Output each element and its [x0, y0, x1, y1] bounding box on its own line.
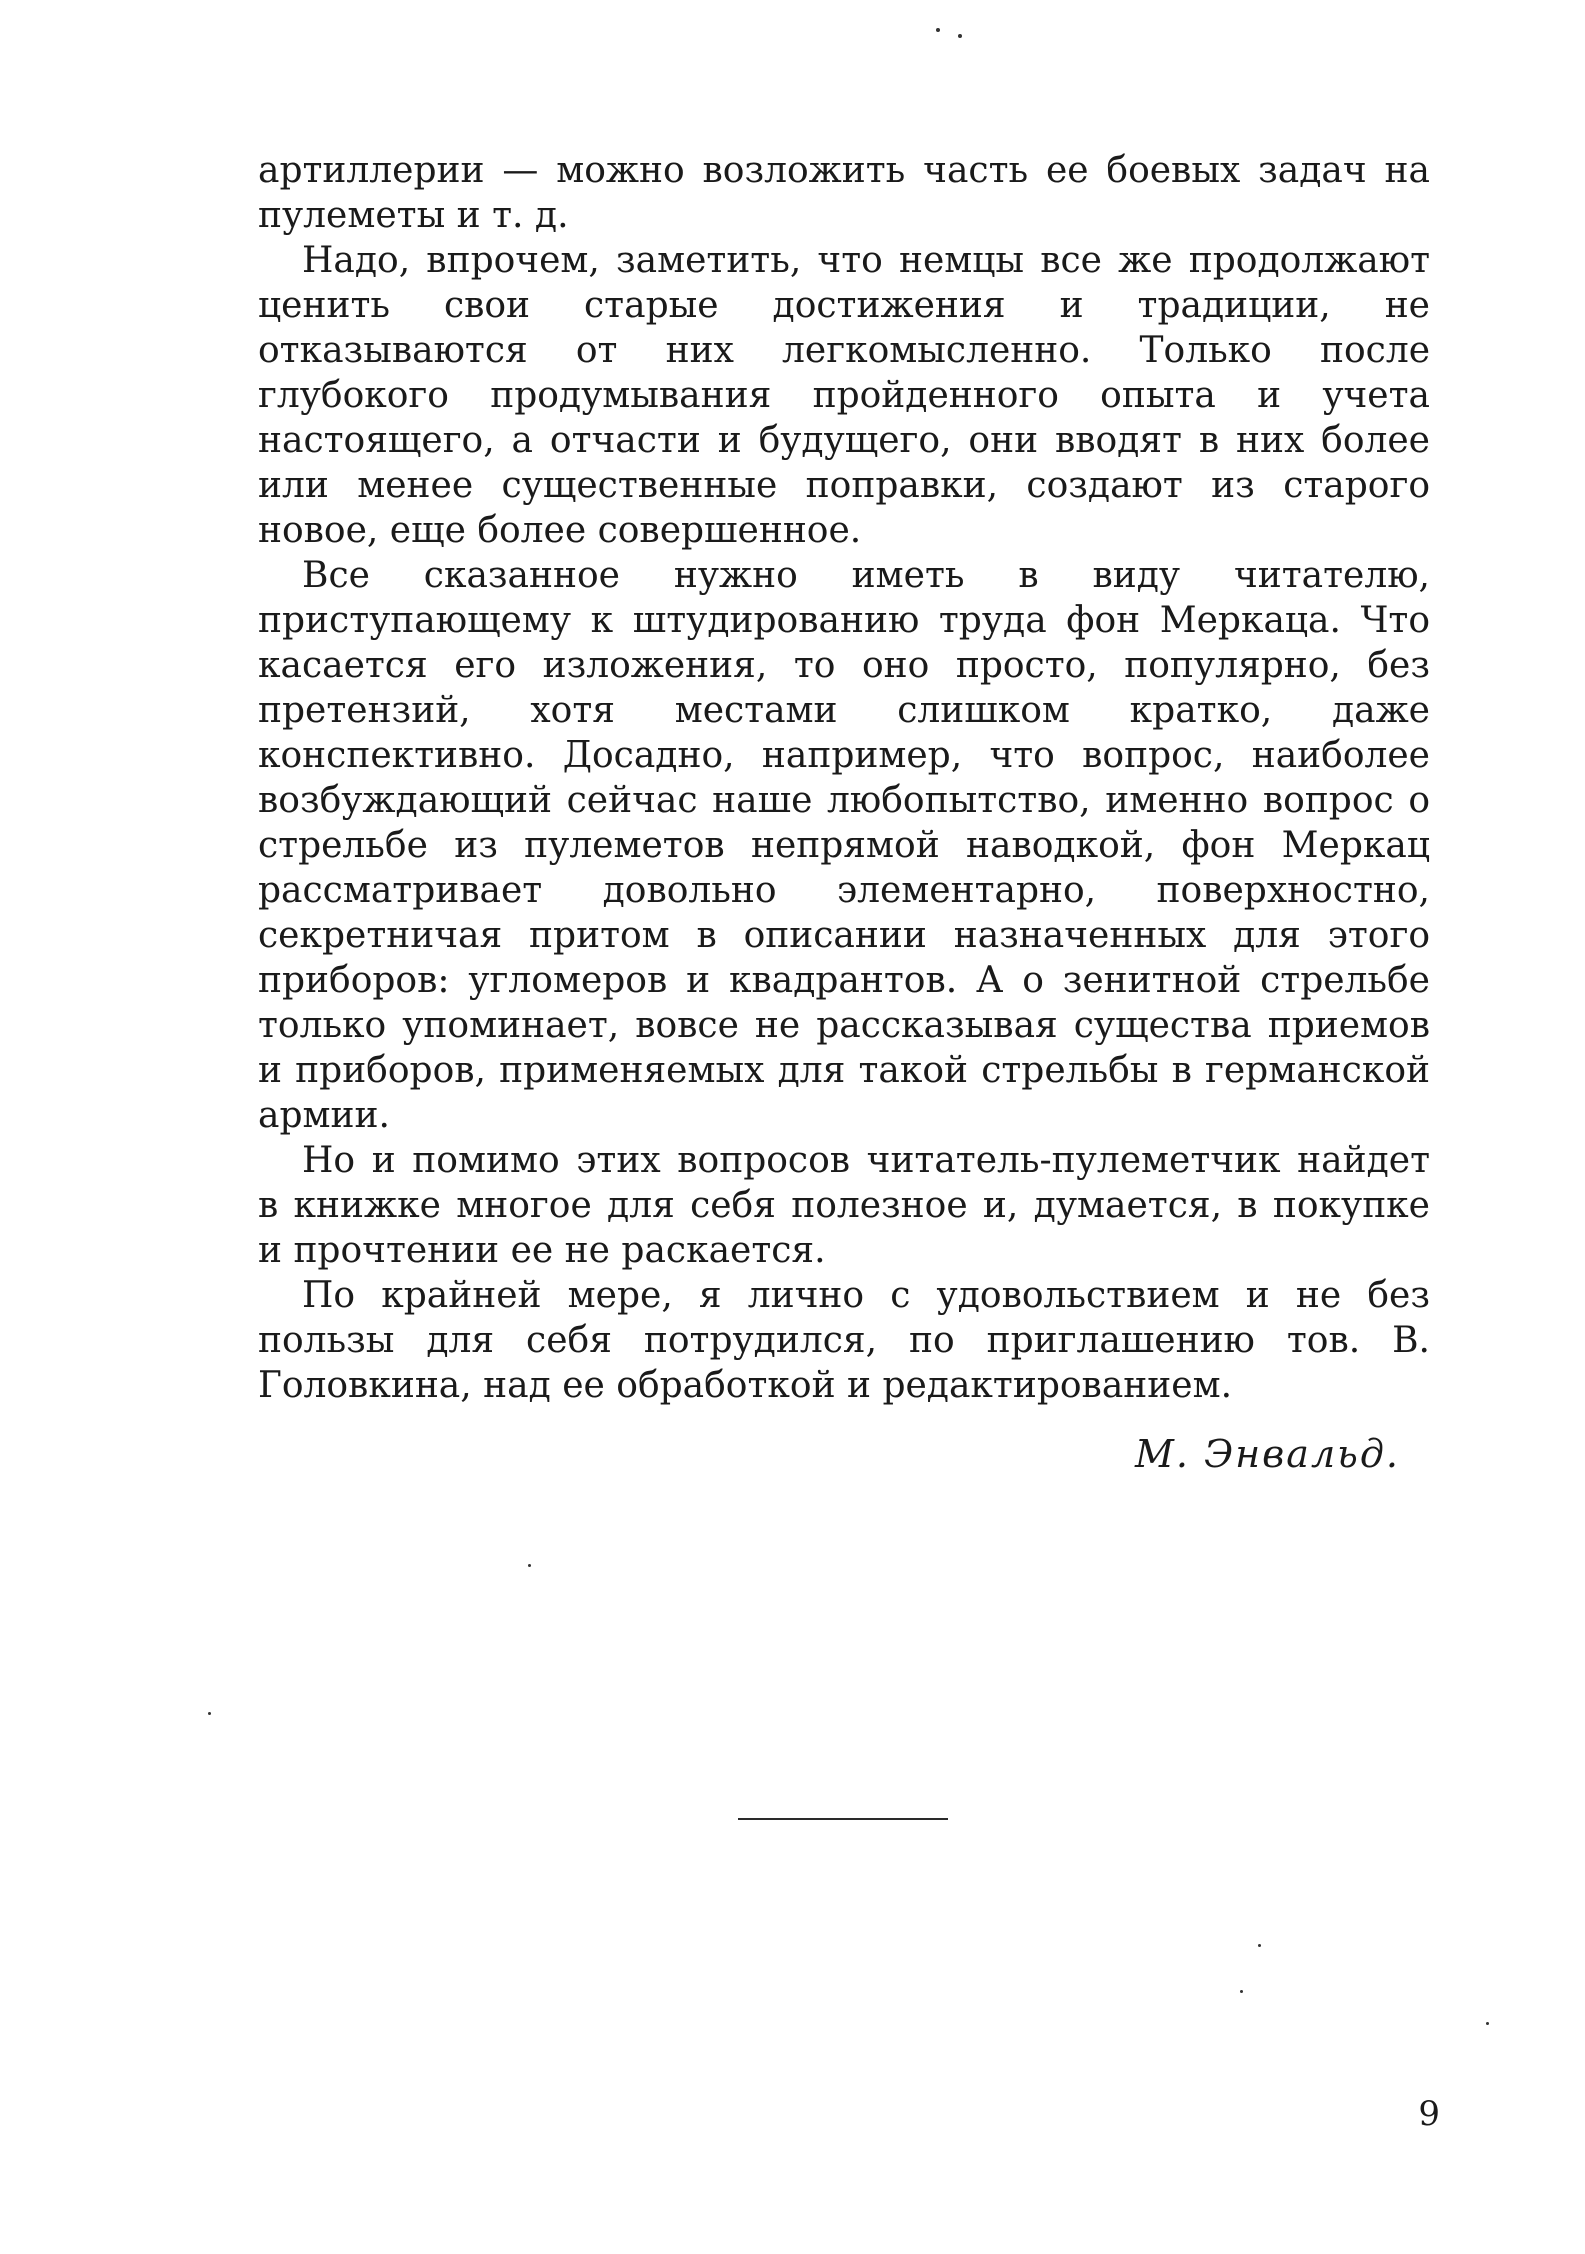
page-number: 9	[1418, 2094, 1440, 2134]
paragraph: Надо, впрочем, заметить, что немцы все же продолжают ценить свои старые достижения и традиции, не отказываются от них легкомысленно. Только после глубокого продумывания пройденного опыта и учета настоящего, а отчасти и будущего, они вводят в них более или менее существенные поправки, создают из старого новое, еще более совершенное.	[258, 240, 1430, 551]
section-divider	[738, 1818, 948, 1820]
paragraph: Но и помимо этих вопросов читатель-пулеметчик найдет в книжке многое для себя полезное и, думается, в покупке и прочтении ее не раскается.	[258, 1140, 1430, 1271]
body-text	[258, 148, 1430, 1408]
scan-speck	[208, 1712, 211, 1715]
paragraph: По крайней мере, я лично с удовольствием и не без пользы для себя потрудился, по приглашению тов. В. Головкина, над ее обработкой и редактированием.	[258, 1275, 1430, 1406]
scan-speck	[1240, 1990, 1243, 1993]
scan-speck	[1258, 1944, 1261, 1947]
author-signature: М. Энвальд.	[1135, 1432, 1400, 1476]
paragraph-continuation: артиллерии — можно возложить часть ее боевых задач на пулеметы и т. д.	[258, 150, 1430, 236]
scan-speck	[958, 34, 962, 38]
scan-speck	[528, 1564, 531, 1567]
scan-speck	[936, 28, 940, 32]
scan-speck	[1486, 2022, 1489, 2025]
paragraph: Все сказанное нужно иметь в виду читателю, приступающему к штудированию труда фон Меркаца. Что касается его изложения, то оно просто, популярно, без претензий, хотя местами слишком кратко, даже конспективно. Досадно, например, что вопрос, наиболее возбуждающий сейчас наше любопытство, именно вопрос о стрельбе из пулеметов непрямой наводкой, фон Меркац рассматривает довольно элементарно, поверхностно, секретничая притом в описании назначенных для этого приборов: угломеров и квадрантов. А о зенитной стрельбе только упоминает, вовсе не рассказывая существа приемов и приборов, применяемых для такой стрельбы в германской армии.	[258, 555, 1430, 1136]
